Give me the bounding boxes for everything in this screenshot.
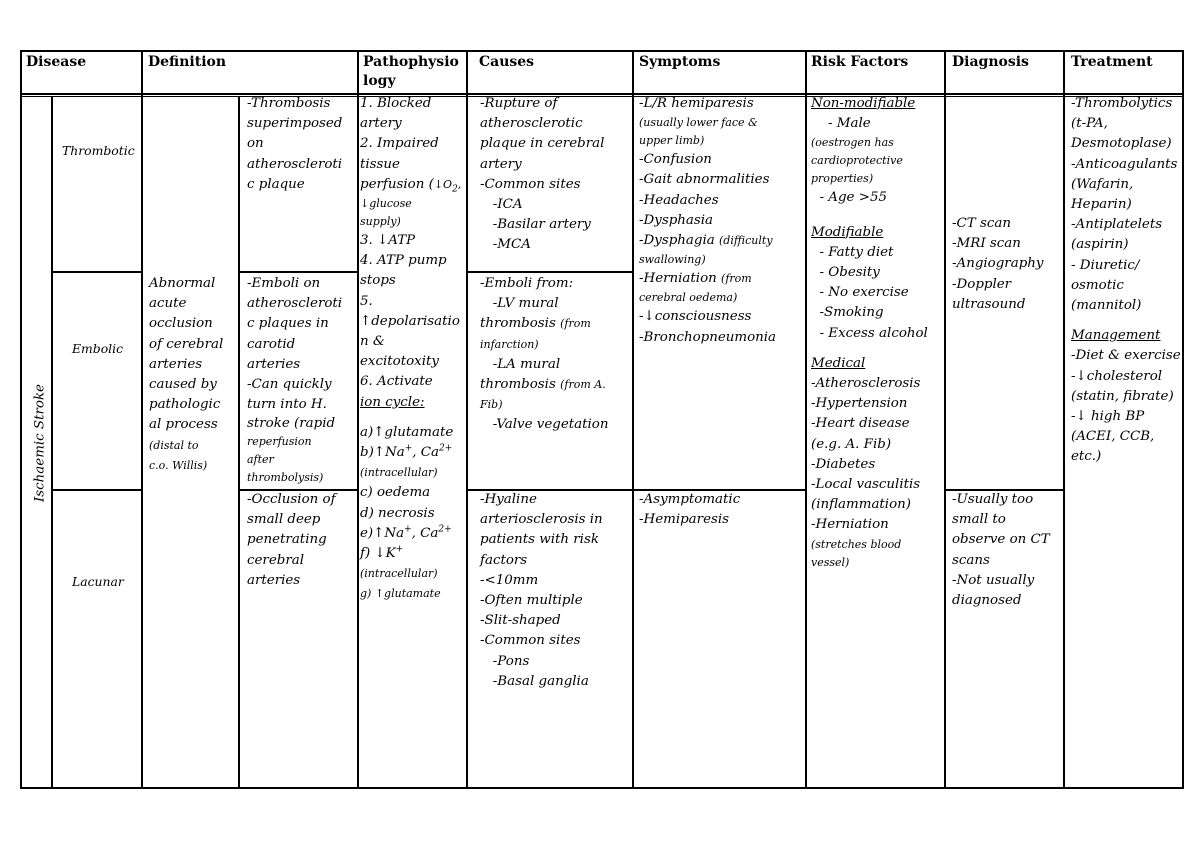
patho-fragment: 2 xyxy=(452,184,458,195)
definition-line: of cerebral xyxy=(149,336,224,352)
treatment-line: (statin, fibrate) xyxy=(1071,388,1174,404)
causes-line: plaque in cerebral xyxy=(480,136,605,152)
patho-line: (intracellular) xyxy=(360,567,438,581)
risk-fragment: - Obesity xyxy=(819,265,880,281)
symptoms-fragment: -Herniation xyxy=(639,271,722,287)
causes-line: factors xyxy=(480,552,528,568)
patho-line: 6. Activate xyxy=(360,374,433,390)
definition-line: penetrating xyxy=(247,532,327,548)
col-sep-causes xyxy=(466,50,468,788)
definition-line: arteries xyxy=(247,356,301,372)
causes-line: -Valve vegetation xyxy=(480,417,609,433)
causes-line: infarction) xyxy=(480,337,539,351)
symptoms-line: -Bronchopneumonia xyxy=(639,329,777,345)
symptoms-line: -Dysphasia xyxy=(639,212,714,228)
header-symptoms: Symptoms xyxy=(639,54,721,70)
risk-line xyxy=(811,114,928,134)
risk-line xyxy=(811,243,928,263)
causes-line: -MCA xyxy=(480,237,531,253)
risk-line: (inflammation) xyxy=(811,497,911,513)
causes-line: -ICA xyxy=(480,197,523,213)
risk-fragment: -Smoking xyxy=(819,305,884,321)
definition-line: carotid xyxy=(247,336,296,352)
risk-line xyxy=(811,188,928,208)
patho-line: d) necrosis xyxy=(360,505,435,521)
patho-fragment: 2+ xyxy=(438,524,452,535)
risk-fragment: - Fatty diet xyxy=(819,244,894,260)
risk-fragment: - Male xyxy=(828,116,871,132)
risk-line: -Herniation xyxy=(811,517,889,533)
causes-line: -Pons xyxy=(480,653,530,669)
symptoms-fragment: (from xyxy=(721,272,752,286)
treatment-line: Desmotoplase) xyxy=(1071,136,1172,152)
definition-line: turn into H. xyxy=(247,397,327,413)
risk-line xyxy=(811,283,928,303)
patho-line: 3. ↓ATP xyxy=(360,233,416,249)
treatment-line: -Anticoagulants xyxy=(1071,156,1178,172)
treatment-line: etc.) xyxy=(1071,449,1102,465)
col-sep-group xyxy=(51,96,53,788)
causes-line: atherosclerotic xyxy=(480,116,583,132)
symptoms-line: -L/R hemiparesis xyxy=(639,96,754,111)
causes-line: -Rupture of xyxy=(480,96,558,111)
definition-line: reperfusion xyxy=(247,435,312,449)
diagnosis-line: -CT scan xyxy=(952,216,1011,231)
definition-line: -Can quickly xyxy=(247,377,332,393)
diagnosis-line: -Doppler xyxy=(952,276,1012,292)
subtype-thrombotic: Thrombotic xyxy=(62,143,135,158)
header-risk-factors: Risk Factors xyxy=(811,54,909,70)
causes-line: -Common sites xyxy=(480,633,581,649)
patho-line: 5. xyxy=(360,293,373,309)
subtype-embolic: Embolic xyxy=(72,341,124,356)
definition-line: al process xyxy=(149,417,218,433)
risk-line: -Local vasculitis xyxy=(811,477,921,493)
definition-line: atheroscleroti xyxy=(247,296,343,312)
treatment-management-title: Management xyxy=(1071,328,1161,344)
treatment-line: osmotic xyxy=(1071,277,1124,293)
risk-fragment: - Age >55 xyxy=(819,190,887,206)
definition-lacunar xyxy=(247,490,336,591)
symptoms-line: -Headaches xyxy=(639,192,719,208)
table-border-left xyxy=(20,50,22,788)
definition-line: Abnormal xyxy=(149,276,216,291)
treatment-line: -↓cholesterol xyxy=(1071,368,1163,384)
patho-fragment: + xyxy=(404,524,412,535)
definition-thrombotic xyxy=(247,94,342,195)
col-sep-patho xyxy=(357,50,359,788)
definition-line: on xyxy=(247,136,264,152)
causes-lacunar xyxy=(480,490,603,692)
diagnosis-line: -MRI scan xyxy=(952,236,1021,252)
diagnosis-line: diagnosed xyxy=(952,593,1022,609)
causes-line: -Emboli from: xyxy=(480,276,574,291)
patho-line xyxy=(360,524,461,544)
patho-line xyxy=(360,544,461,564)
patho-fragment: 2+ xyxy=(439,443,453,454)
risk-nonmodifiable-title: Non-modifiable xyxy=(811,96,916,111)
patho-spacer xyxy=(360,413,461,423)
symptoms-main xyxy=(639,94,776,348)
causes-line xyxy=(480,314,608,334)
symptoms-line: -Confusion xyxy=(639,152,712,168)
col-sep-treatment xyxy=(1063,50,1065,788)
patho-fragment: f) ↓K xyxy=(360,546,396,562)
row-sep-causes-1 xyxy=(466,271,633,273)
patho-line: a)↑glutamate xyxy=(360,424,454,440)
causes-line: -LV mural xyxy=(480,296,559,312)
patho-line: excitotoxity xyxy=(360,354,439,370)
patho-line: ↓glucose xyxy=(360,197,412,211)
risk-fragment: - No exercise xyxy=(819,285,909,301)
row-sep-subtype-2 xyxy=(51,489,142,491)
header-pathophysiology xyxy=(363,53,459,91)
risk-line: -Diabetes xyxy=(811,456,876,472)
definition-general xyxy=(149,274,223,476)
patho-fragment: + xyxy=(404,443,413,454)
definition-line: caused by xyxy=(149,377,217,393)
patho-line: c) oedema xyxy=(360,485,431,501)
patho-line: ↑depolarisatio xyxy=(360,313,460,329)
definition-embolic xyxy=(247,274,342,487)
treatment-line: (aspirin) xyxy=(1071,237,1129,253)
causes-line: -Slit-shaped xyxy=(480,613,561,629)
risk-line xyxy=(811,263,928,283)
causes-fragment: thrombosis xyxy=(480,316,561,332)
patho-line: ion cycle: xyxy=(360,394,425,410)
causes-thrombotic xyxy=(480,94,604,256)
definition-line: arteries xyxy=(247,572,301,588)
risk-line: (stretches blood xyxy=(811,537,902,551)
patho-line: 4. ATP pump xyxy=(360,253,447,269)
definition-line: small deep xyxy=(247,512,321,528)
diagnosis-line: -Angiography xyxy=(952,256,1044,272)
definition-line: -Occlusion of xyxy=(247,492,336,507)
causes-line: -Basilar artery xyxy=(480,217,591,233)
risk-modifiable-title: Modifiable xyxy=(811,224,884,240)
definition-line: arteries xyxy=(149,356,203,372)
causes-embolic xyxy=(480,274,608,436)
causes-line: -Common sites xyxy=(480,176,581,192)
treatment-line: (t-PA, xyxy=(1071,116,1108,132)
symptoms-line: upper limb) xyxy=(639,134,705,148)
risk-spacer xyxy=(811,209,928,223)
patho-fragment: , Ca xyxy=(411,525,439,541)
risk-line: cardioprotective xyxy=(811,154,903,168)
table-border-top xyxy=(20,50,1184,52)
treatment-line: -Thrombolytics xyxy=(1071,96,1173,111)
diagnosis-lacunar xyxy=(952,490,1050,611)
symptoms-line: swallowing) xyxy=(639,253,706,267)
patho-line: (intracellular) xyxy=(360,466,438,480)
table-border-bottom xyxy=(20,787,1184,789)
symptoms-line xyxy=(639,231,776,251)
header-treatment: Treatment xyxy=(1071,54,1153,70)
col-sep-definition xyxy=(141,50,143,788)
symptoms-line: cerebral oedema) xyxy=(639,291,738,305)
pathophysiology-text xyxy=(360,94,461,605)
definition-line: atheroscleroti xyxy=(247,156,343,172)
table-border-right xyxy=(1182,50,1184,788)
patho-line xyxy=(360,175,461,195)
definition-line: acute xyxy=(149,296,187,312)
definition-line: c.o. Willis) xyxy=(149,458,208,472)
causes-line: -Basal ganglia xyxy=(480,673,589,689)
definition-line: -Emboli on xyxy=(247,276,321,291)
risk-line xyxy=(811,324,928,344)
diagnosis-line: small to xyxy=(952,512,1006,528)
risk-line: (oestrogen has xyxy=(811,136,894,150)
diagnosis-line: -Usually too xyxy=(952,492,1034,507)
patho-line: n & xyxy=(360,334,385,350)
causes-line: patients with risk xyxy=(480,532,599,548)
patho-fragment: , Ca xyxy=(412,445,440,461)
definition-line: after xyxy=(247,453,274,467)
symptoms-line: -↓consciousness xyxy=(639,309,752,325)
col-sep-def-sub xyxy=(238,96,240,788)
risk-line: vessel) xyxy=(811,555,850,569)
risk-line: -Heart disease xyxy=(811,416,910,432)
risk-medical-title: Medical xyxy=(811,355,866,371)
causes-line: -<10mm xyxy=(480,572,539,588)
causes-line: -LA mural xyxy=(480,356,561,372)
risk-spacer xyxy=(811,344,928,354)
definition-line: pathologic xyxy=(149,397,221,413)
causes-line xyxy=(480,375,608,395)
treatment xyxy=(1071,94,1181,468)
disease-group-text: Ischaemic Stroke xyxy=(32,384,48,502)
causes-fragment: (from A. xyxy=(560,378,606,392)
symptoms-lacunar xyxy=(639,490,740,530)
header-patho-line-2: logy xyxy=(363,73,396,89)
definition-line: c plaques in xyxy=(247,316,329,332)
definition-line: -Thrombosis xyxy=(247,96,331,111)
treatment-line: -Diet & exercise xyxy=(1071,348,1181,364)
definition-line: thrombolysis) xyxy=(247,471,324,485)
patho-line: supply) xyxy=(360,215,401,229)
causes-fragment: thrombosis xyxy=(480,377,561,393)
symptoms-line xyxy=(639,269,776,289)
causes-fragment: (from xyxy=(560,317,591,331)
causes-line: -Hyaline xyxy=(480,492,537,507)
symptoms-line: -Asymptomatic xyxy=(639,492,741,507)
treatment-line: (Wafarin, xyxy=(1071,176,1134,192)
definition-line: (distal to xyxy=(149,438,199,452)
risk-factors xyxy=(811,94,928,572)
patho-line: 1. Blocked xyxy=(360,96,432,111)
risk-fragment: - Excess alcohol xyxy=(819,325,928,341)
patho-fragment: perfusion ( xyxy=(360,176,434,192)
definition-line: superimposed xyxy=(247,116,343,132)
diagnosis-line: observe on CT xyxy=(952,532,1050,548)
risk-line: properties) xyxy=(811,172,874,186)
subtype-lacunar: Lacunar xyxy=(72,574,124,589)
row-sep-subtype-1 xyxy=(51,271,142,273)
patho-fragment: e)↑Na xyxy=(360,525,405,541)
causes-line: artery xyxy=(480,156,522,172)
treatment-line: (ACEI, CCB, xyxy=(1071,429,1155,445)
header-disease: Disease xyxy=(26,54,87,70)
patho-fragment: ↓O xyxy=(433,177,453,191)
definition-fragment: stroke (rapid xyxy=(247,416,336,432)
row-sep-def-1 xyxy=(238,271,358,273)
treatment-line: -Antiplatelets xyxy=(1071,217,1163,233)
risk-line: (e.g. A. Fib) xyxy=(811,436,892,452)
symptoms-line: (usually lower face & xyxy=(639,116,758,130)
header-causes: Causes xyxy=(479,54,535,70)
col-sep-symptoms xyxy=(632,50,634,788)
treatment-line: - Diuretic/ xyxy=(1071,257,1140,273)
diagnosis-main xyxy=(952,214,1043,315)
symptoms-fragment: -Dysphagia xyxy=(639,233,719,249)
symptoms-line: -Gait abnormalities xyxy=(639,172,770,188)
treatment-line: -↓ high BP xyxy=(1071,409,1145,425)
patho-line: tissue xyxy=(360,156,400,172)
header-diagnosis: Diagnosis xyxy=(952,54,1029,70)
treatment-spacer xyxy=(1071,316,1181,326)
symptoms-line: -Hemiparesis xyxy=(639,512,730,528)
definition-line: c plaque xyxy=(247,176,305,192)
causes-line: Fib) xyxy=(480,398,503,412)
treatment-line: Heparin) xyxy=(1071,197,1132,213)
causes-line: -Often multiple xyxy=(480,593,583,609)
risk-line xyxy=(811,303,928,323)
symptoms-fragment: (difficulty xyxy=(718,234,773,248)
patho-line: stops xyxy=(360,273,396,289)
risk-line: -Atherosclerosis xyxy=(811,376,921,392)
patho-fragment: , xyxy=(457,177,462,191)
causes-line: arteriosclerosis in xyxy=(480,512,603,528)
header-definition: Definition xyxy=(148,54,227,70)
risk-line: -Hypertension xyxy=(811,396,908,412)
diagnosis-line: ultrasound xyxy=(952,296,1026,312)
diagnosis-line: scans xyxy=(952,552,990,568)
patho-line: g) ↑glutamate xyxy=(360,587,441,601)
col-sep-diagnosis xyxy=(944,50,946,788)
patho-line: 2. Impaired xyxy=(360,136,439,152)
header-patho-line-1: Pathophysio xyxy=(363,54,459,70)
diagnosis-line: -Not usually xyxy=(952,572,1035,588)
patho-fragment: b)↑Na xyxy=(360,445,405,461)
treatment-line: (mannitol) xyxy=(1071,298,1142,314)
patho-line: artery xyxy=(360,116,402,132)
col-sep-risk xyxy=(805,50,807,788)
patho-fragment: + xyxy=(395,544,404,555)
definition-line xyxy=(247,415,342,433)
patho-line xyxy=(360,443,461,463)
definition-line: cerebral xyxy=(247,552,304,568)
definition-line: occlusion xyxy=(149,316,213,332)
